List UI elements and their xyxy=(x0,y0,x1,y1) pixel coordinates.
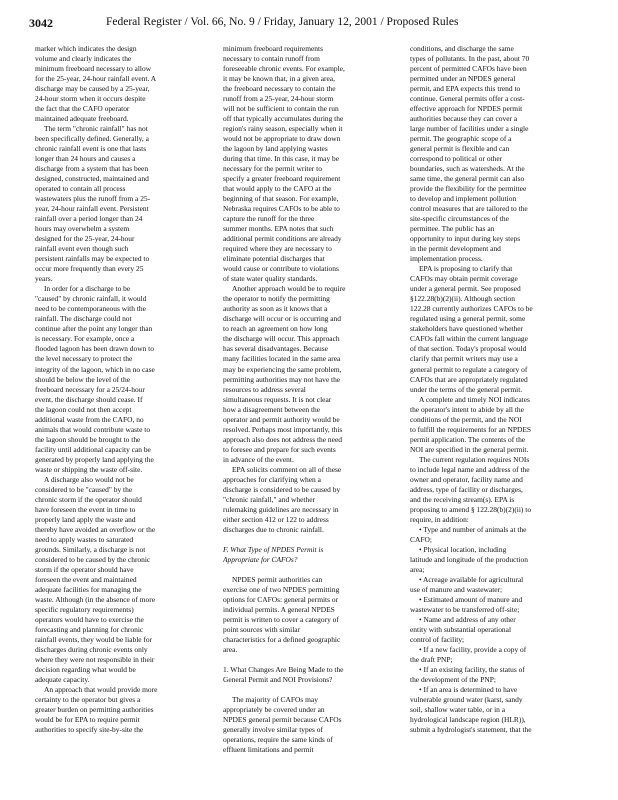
text-line: authorities to specify site-by-site the xyxy=(35,725,144,735)
text-line: individual permits. A general NPDES xyxy=(223,604,335,614)
text-line: discharge may be caused by a 25-year, xyxy=(35,84,150,94)
text-line: thereby have avoided an overflow or the xyxy=(35,524,156,534)
text-line: • Type and number of animals at the xyxy=(419,524,527,534)
text-line: operated to contain all process xyxy=(35,184,126,194)
text-line xyxy=(223,535,393,545)
text-line: generated by properly land applying the xyxy=(35,454,154,464)
text-line: to reach an agreement on how long xyxy=(223,324,328,334)
text-line: correspond to political or other xyxy=(410,154,503,164)
text-line: types of pollutants. In the past, about 70 xyxy=(410,54,530,64)
text-line: "caused" by chronic rainfall, it would xyxy=(35,294,147,304)
text-line: rainfall event even though such xyxy=(35,244,129,254)
text-line: certainty to the operator but gives a xyxy=(35,695,141,705)
text-line: The term "chronic rainfall" has not xyxy=(44,124,148,134)
text-column-right xyxy=(410,44,580,735)
text-line: discharge will occur or is occurring and xyxy=(223,314,341,324)
text-line: chronic storm if the operator should xyxy=(35,494,142,504)
text-line: hours may overwhelm a system xyxy=(35,224,130,234)
text-line: use of manure and wastewater; xyxy=(410,584,503,594)
text-line: rainfall events, they would be liable for xyxy=(35,634,153,644)
text-line: the draft PNP; xyxy=(410,654,453,664)
text-line: to develop and implement pollution xyxy=(410,194,517,204)
text-line: adequate facilities for managing the xyxy=(35,584,142,594)
text-line: designed for the 25-year, 24-hour xyxy=(35,234,135,244)
text-line: volume and clearly indicates the xyxy=(35,54,132,64)
text-line: decision regarding what would be xyxy=(35,664,136,674)
text-line: large number of facilities under a single xyxy=(410,124,529,134)
text-line: boundaries, such as watersheds. At the xyxy=(410,164,525,174)
text-line: point sources with similar xyxy=(223,624,301,634)
text-line: simultaneous requests. It is not clear xyxy=(223,394,332,404)
text-line: The current regulation requires NOIs xyxy=(419,454,530,464)
text-line: • Name and address of any other xyxy=(419,614,516,624)
text-line: hydrological landscape region (HLR)), xyxy=(410,715,526,725)
text-line: wastewaters plus the runoff from a 25- xyxy=(35,194,151,204)
text-line: off that typically accumulates during the xyxy=(223,114,344,124)
text-line: marker which indicates the design xyxy=(35,44,137,53)
text-line: greater burden on permitting authorities xyxy=(35,705,154,715)
text-line: proposing to amend § 122.28(b)(2)(ii) to xyxy=(410,504,532,514)
text-line: would not be appropriate to draw down xyxy=(223,134,341,144)
text-line: CAFOs may obtain permit coverage xyxy=(410,274,518,284)
text-line: is necessary. For example, once a xyxy=(35,334,135,344)
text-line: waste or shipping the waste off-site. xyxy=(35,464,143,474)
text-line: occur more frequently than every 25 xyxy=(35,264,144,274)
text-line: appropriately be covered under an xyxy=(223,705,325,715)
text-line: permit, and EPA expects this trend to xyxy=(410,84,521,94)
text-line xyxy=(223,565,393,575)
text-line: control measures that are tailored to the xyxy=(410,204,528,214)
text-line: necessary for the permit writer to xyxy=(223,164,322,174)
text-line: may be experiencing the same problem, xyxy=(223,364,342,374)
text-line: CAFOs fall within the current language xyxy=(410,334,528,344)
text-line: An approach that would provide more xyxy=(44,685,158,694)
text-line: adequate capacity. xyxy=(35,674,90,684)
text-line: regulated using a general permit, some xyxy=(410,314,526,324)
text-line: either section 412 or 122 to address xyxy=(223,514,329,524)
text-line: discharges during chronic events only xyxy=(35,644,148,654)
text-line: opportunity to input during key steps xyxy=(410,234,521,244)
text-line: additional waste from the CAFO, no xyxy=(35,414,144,424)
text-line: discharge is considered to be caused by xyxy=(223,484,341,494)
text-line: effluent limitations and permit xyxy=(223,745,314,755)
text-line: has several disadvantages. Because xyxy=(223,344,328,354)
text-line: conditions, and discharge the same xyxy=(410,44,514,53)
text-line: specific regulatory requirements) xyxy=(35,604,134,614)
text-line: general permit to regulate a category of xyxy=(410,364,528,374)
text-line: the lagoon by land applying wastes xyxy=(223,144,328,154)
text-line: the fact that the CAFO operator xyxy=(35,104,130,114)
text-line: A complete and timely NOI indicates xyxy=(419,394,530,404)
text-line: NPDES permit authorities can xyxy=(232,574,323,584)
text-line: "chronic rainfall," and whether xyxy=(223,494,315,504)
text-line: §122.28(b)(2)(ii). Although section xyxy=(410,294,515,304)
text-line: would cause or contribute to violations xyxy=(223,264,339,274)
text-line: operations, require the same kinds of xyxy=(223,735,333,745)
text-line: resolved. Perhaps most importantly, this xyxy=(223,424,343,434)
text-line: General Permit and NOI Provisions? xyxy=(223,674,333,684)
text-line: 1. What Changes Are Being Made to the xyxy=(223,664,344,674)
text-line: • Acreage available for agricultural xyxy=(419,574,524,584)
text-line: address, type of facility or discharges, xyxy=(410,484,523,494)
text-line: entity with substantial operational xyxy=(410,624,512,634)
text-line: that would apply to the CAFO at the xyxy=(223,184,332,194)
page-number: 3042 xyxy=(29,16,53,30)
text-line: latitude and longitude of the production xyxy=(410,554,528,564)
text-line: same time, the general permit can also xyxy=(410,174,525,184)
text-line: • If an area is determined to have xyxy=(419,685,518,694)
text-line: implementation process. xyxy=(410,254,483,264)
text-line: animals that would contribute waste to xyxy=(35,424,151,434)
text-line: continue. General permits offer a cost- xyxy=(410,94,525,104)
text-line: Nebraska requires CAFOs to be able to xyxy=(223,204,340,214)
text-line: properly land apply the waste and xyxy=(35,514,136,524)
text-line xyxy=(223,655,393,665)
text-line: considered to be caused by the chronic xyxy=(35,554,151,564)
text-line: • If a new facility, provide a copy of xyxy=(419,644,527,654)
text-line: permit is written to cover a category of xyxy=(223,614,339,624)
text-line: • Estimated amount of manure and xyxy=(419,594,523,604)
text-line: many facilities located in the same area xyxy=(223,354,341,364)
text-line: minimum freeboard necessary to allow xyxy=(35,64,152,74)
text-line: permit application. The contents of the xyxy=(410,434,526,444)
text-line: event, the discharge should cease. If xyxy=(35,394,143,404)
text-line: approach also does not address the need xyxy=(223,434,342,444)
text-line: integrity of the lagoon, which in no case xyxy=(35,364,155,374)
text-line: capture the runoff for the three xyxy=(223,214,315,224)
text-line: area. xyxy=(223,644,238,654)
text-line: permit. The geographic scope of a xyxy=(410,134,512,144)
text-line: necessary to contain runoff from xyxy=(223,54,320,64)
text-line: effective approach for NPDES permit xyxy=(410,104,523,114)
text-line: additional permit conditions are already xyxy=(223,234,342,244)
text-line: to include legal name and address of the xyxy=(410,464,530,474)
text-column-middle xyxy=(223,44,393,755)
text-line: the discharge will occur. This approach xyxy=(223,334,340,344)
text-line: rainfall over a period longer than 24 xyxy=(35,214,143,224)
text-line: rainfall. The discharge could not xyxy=(35,314,132,324)
text-line: beginning of that season. For example, xyxy=(223,194,339,204)
text-line: waste. Although (in the absence of more xyxy=(35,594,155,604)
text-line: will not be sufficient to contain the run xyxy=(223,104,339,114)
text-line: under a general permit. See proposed xyxy=(410,284,521,294)
text-line: the lagoon could not then accept xyxy=(35,404,132,414)
text-line: Another approach would be to require xyxy=(232,284,346,294)
text-line: would be for EPA to require permit xyxy=(35,715,140,725)
text-line: provide the flexibility for the permittee xyxy=(410,184,527,194)
text-line: foreseeable chronic events. For example, xyxy=(223,64,345,74)
text-line: The majority of CAFOs may xyxy=(232,695,318,705)
text-line: require, in addition: xyxy=(410,514,469,524)
text-line: how a disagreement between the xyxy=(223,404,321,414)
page-header xyxy=(26,12,592,32)
text-line: exercise one of two NPDES permitting xyxy=(223,584,340,594)
text-line: clarify that permit writers may use a xyxy=(410,354,518,364)
text-line: 24-hour storm when it occurs despite xyxy=(35,94,146,104)
text-line: 122.28 currently authorizes CAFOs to be xyxy=(410,304,533,314)
text-line: the freeboard necessary to contain the xyxy=(223,84,336,94)
text-line: forecasting and planning for chronic xyxy=(35,624,144,634)
text-line: foreseen the event and maintained xyxy=(35,574,137,584)
text-line: the development of the PNP; xyxy=(410,674,496,684)
text-line: characteristics for a defined geographic xyxy=(223,634,341,644)
text-line: permitting authorities may not have the xyxy=(223,374,341,384)
text-line: control of facility; xyxy=(410,634,465,644)
text-line: Appropriate for CAFOs? xyxy=(223,554,298,564)
text-line: permittee. The public has an xyxy=(410,224,495,234)
text-line: CAFOs that are appropriately regulated xyxy=(410,374,528,384)
running-head: Federal Register / Vol. 66, No. 9 / Friday, January 12, 2001 / Proposed Rules xyxy=(106,16,459,28)
text-line: facility until additional capacity can be xyxy=(35,444,151,454)
text-line: owner and operator, facility name and xyxy=(410,474,523,484)
text-line: designed, constructed, maintained and xyxy=(35,174,149,184)
text-line: operator and permit authority would be xyxy=(223,414,340,424)
text-line: of state water quality standards. xyxy=(223,274,318,284)
text-line: to fulfill the requirements for an NPDES xyxy=(410,424,532,434)
text-line: NOI are specified in the general permit. xyxy=(410,444,529,454)
text-line: EPA solicits comment on all of these xyxy=(232,464,342,474)
text-line: should be below the level of the xyxy=(35,374,131,384)
text-line: generally involve similar types of xyxy=(223,725,323,735)
text-line: under the terms of the general permit. xyxy=(410,384,523,394)
text-line: for the 25-year, 24-hour rainfall event. A xyxy=(35,74,157,84)
text-line: have foreseen the event in time to xyxy=(35,504,136,514)
text-line: operators would have to exercise the xyxy=(35,614,144,624)
text-line: of that section. Today's proposal would xyxy=(410,344,527,354)
text-line: considered to be "caused" by the xyxy=(35,484,133,494)
text-line: need to be contemporaneous with the xyxy=(35,304,146,314)
text-line: vulnerable ground water (karst, sandy xyxy=(410,695,523,705)
text-line: CAFO; xyxy=(410,534,432,544)
text-line: summer months. EPA notes that such xyxy=(223,224,334,234)
text-line: soil, shallow water table, or in a xyxy=(410,705,506,715)
text-line: freeboard necessary for a 25/24-hour xyxy=(35,384,145,394)
text-line: general permit is flexible and can xyxy=(410,144,510,154)
text-line: authorities because they can cover a xyxy=(410,114,518,124)
text-line: submit a hydrologist's statement, that the xyxy=(410,725,532,735)
text-line: continue after the point any longer than xyxy=(35,324,153,334)
text-line: the operator's intent to abide by all the xyxy=(410,404,524,414)
text-column-left xyxy=(35,44,205,735)
text-line: during that time. In this case, it may be xyxy=(223,154,340,164)
text-line: to foresee and prepare for such events xyxy=(223,444,336,454)
text-line: NPDES general permit because CAFOs xyxy=(223,715,342,725)
text-line: the level necessary to protect the xyxy=(35,354,133,364)
text-line: minimum freeboard requirements xyxy=(223,44,323,53)
text-line: it may be known that, in a given area, xyxy=(223,74,335,84)
text-line: chronic rainfall event is one that lasts xyxy=(35,144,147,154)
text-line: runoff from a 25-year, 24-hour storm xyxy=(223,94,334,104)
text-line: year, 24-hour rainfall event. Persistent xyxy=(35,204,149,214)
text-line: and the receiving stream(s). EPA is xyxy=(410,494,515,504)
text-line: in advance of the event. xyxy=(223,454,294,464)
text-line: the operator to notify the permitting xyxy=(223,294,330,304)
text-line: discharges due to chronic rainfall. xyxy=(223,524,324,534)
text-line: discharge from a system that has been xyxy=(35,164,149,174)
text-line: in the permit development and xyxy=(410,244,501,254)
text-line: grounds. Similarly, a discharge is not xyxy=(35,544,146,554)
text-line: stakeholders have questioned whether xyxy=(410,324,523,334)
text-line: site-specific circumstances of the xyxy=(410,214,509,224)
text-line: eliminate potential discharges that xyxy=(223,254,325,264)
text-line: approaches for clarifying when a xyxy=(223,474,321,484)
text-line: need to apply wastes to saturated xyxy=(35,534,134,544)
text-line: • Physical location, including xyxy=(419,544,507,554)
text-line: maintained adequate freeboard. xyxy=(35,114,129,124)
text-line: rulemaking guidelines are necessary in xyxy=(223,504,339,514)
text-line: the lagoon should be brought to the xyxy=(35,434,141,444)
text-line: permitted under an NPDES general xyxy=(410,74,516,84)
text-line: EPA is proposing to clarify that xyxy=(419,264,513,274)
text-line: A discharge also would not be xyxy=(44,474,134,484)
text-line: resources to address several xyxy=(223,384,306,394)
text-line: persistent rainfalls may be expected to xyxy=(35,254,150,264)
text-line: required where they are necessary to xyxy=(223,244,332,254)
text-line: area; xyxy=(410,564,425,574)
text-line: In order for a discharge to be xyxy=(44,284,131,294)
text-line: wastewater to be transferred off-site; xyxy=(410,604,520,614)
text-line: years. xyxy=(35,274,53,284)
text-line: region's rainy season, especially when it xyxy=(223,124,343,134)
text-line: specify a greater freeboard requirement xyxy=(223,174,341,184)
text-line: where they were not responsible in their xyxy=(35,654,155,664)
text-line: F. What Type of NPDES Permit is xyxy=(223,544,324,554)
text-line: options for CAFOs: general permits or xyxy=(223,594,339,604)
text-line xyxy=(223,685,393,695)
text-line: been specifically defined. Generally, a xyxy=(35,134,149,144)
text-line: percent of permitted CAFOs have been xyxy=(410,64,527,74)
text-line: longer than 24 hours and causes a xyxy=(35,154,136,164)
text-line: • If an existing facility, the status of xyxy=(419,664,525,674)
text-line: authority as soon as it knows that a xyxy=(223,304,328,314)
text-line: conditions of the permit, and the NOI xyxy=(410,414,522,424)
text-line: flooded lagoon has been drawn down to xyxy=(35,344,154,354)
text-line: storm if the operator should have xyxy=(35,564,134,574)
